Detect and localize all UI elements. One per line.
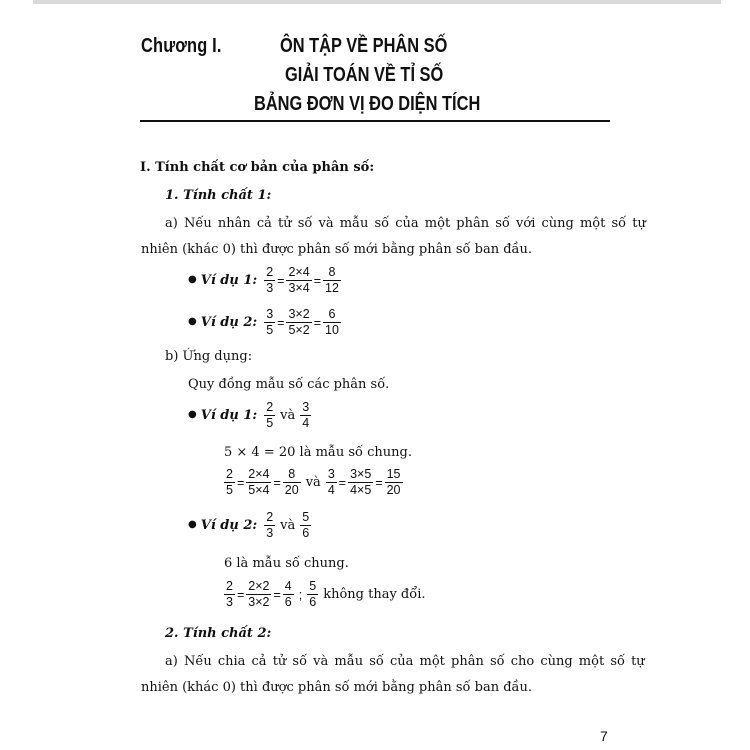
fraction: $\frac{6}{10}$ — [325, 307, 339, 337]
equals-sign: = — [236, 587, 245, 602]
example-label: Ví dụ 1: — [200, 273, 258, 288]
fraction: $\frac{2\times 4}{5\times 4}$ — [248, 467, 270, 497]
page-number: 7 — [600, 728, 608, 744]
chapter-label: Chương I. — [141, 35, 222, 57]
fraction: $\frac{2}{5}$ — [226, 467, 233, 497]
fraction: $\frac{3\times 2}{5\times 2}$ — [288, 307, 310, 337]
property-2-text-line-2: nhiên (khác 0) thì được phân số mới bằng phân số ban đầu. — [141, 680, 533, 695]
bullet-icon: ● — [188, 409, 197, 420]
property-1-text-line-1: a) Nếu nhân cả tử số và mẫu số của một phân số với cùng một số tự — [165, 216, 646, 231]
fraction: $\frac{8}{20}$ — [284, 467, 299, 497]
application-example-2-row — [188, 510, 312, 541]
property-1-text-line-2: nhiên (khác 0) thì được phân số mới bằng phân số ban đầu. — [141, 242, 533, 257]
and-word: và — [305, 475, 321, 490]
application-intro: Quy đồng mẫu số các phân số. — [188, 377, 390, 392]
equals-sign: = — [277, 273, 285, 288]
fraction: $\frac{4}{6}$ — [284, 579, 292, 609]
chapter-title-line-3: BẢNG ĐƠN VỊ ĐO DIỆN TÍCH — [254, 93, 481, 115]
fraction: $\frac{3\times 5}{4\times 5}$ — [350, 467, 372, 497]
application-example-1-calc — [223, 467, 404, 498]
fraction: $\frac{2\times 2}{3\times 2}$ — [248, 579, 270, 609]
unchanged-text: không thay đổi. — [323, 587, 426, 602]
fraction: $\frac{8}{12}$ — [325, 265, 339, 295]
fraction: $\frac{2}{5}$ — [266, 400, 274, 430]
semicolon: ; — [298, 587, 303, 602]
common-denominator-text: 6 là mẫu số chung. — [224, 556, 349, 571]
equals-sign: = — [273, 475, 281, 490]
and-word: và — [280, 518, 296, 533]
equals-sign: = — [338, 475, 347, 490]
equals-sign: = — [236, 475, 245, 490]
application-heading: b) Ứng dụng: — [165, 349, 253, 364]
equals-sign: = — [277, 315, 285, 330]
bullet-icon: ● — [188, 274, 197, 285]
fraction: $\frac{5}{6}$ — [309, 579, 317, 609]
title-underline — [140, 120, 610, 122]
property-2-text-line-1: a) Nếu chia cả tử số và mẫu số của một phân số cho cùng một số tự — [165, 654, 645, 669]
property-2-heading: 2. Tính chất 2: — [165, 626, 272, 641]
application-example-1-row — [188, 400, 312, 431]
application-example-2-calc — [223, 579, 429, 610]
chapter-title-line-2: GIẢI TOÁN VỀ TỈ SỐ — [285, 64, 444, 86]
fraction: $\frac{2}{3}$ — [266, 265, 274, 295]
example-label: Ví dụ 1: — [200, 408, 258, 423]
fraction: $\frac{3}{4}$ — [302, 400, 310, 430]
example-label: Ví dụ 2: — [200, 315, 258, 330]
equals-sign: = — [313, 315, 321, 330]
example-label: Ví dụ 2: — [200, 518, 258, 533]
equals-sign: = — [273, 587, 281, 602]
page-top-edge — [33, 0, 721, 4]
bullet-icon: ● — [188, 316, 197, 327]
fraction: $\frac{3}{5}$ — [266, 307, 274, 337]
fraction: $\frac{2\times 4}{3\times 4}$ — [288, 265, 310, 295]
bullet-icon: ● — [188, 519, 197, 530]
fraction: $\frac{5}{6}$ — [302, 510, 310, 540]
example-1-row — [188, 265, 342, 296]
common-denominator-text: 5 × 4 = 20 là mẫu số chung. — [224, 445, 412, 460]
section-heading: I. Tính chất cơ bản của phân số: — [140, 160, 375, 175]
property-1-heading: 1. Tính chất 1: — [165, 188, 272, 203]
example-2-row — [188, 307, 342, 338]
fraction: $\frac{2}{3}$ — [266, 510, 274, 540]
fraction: $\frac{2}{3}$ — [226, 579, 233, 609]
equals-sign: = — [313, 273, 321, 288]
equals-sign: = — [375, 475, 383, 490]
chapter-title-line-1: ÔN TẬP VỀ PHÂN SỐ — [280, 35, 448, 57]
and-word: và — [280, 408, 296, 423]
fraction: $\frac{15}{20}$ — [386, 467, 401, 497]
fraction: $\frac{3}{4}$ — [327, 467, 335, 497]
